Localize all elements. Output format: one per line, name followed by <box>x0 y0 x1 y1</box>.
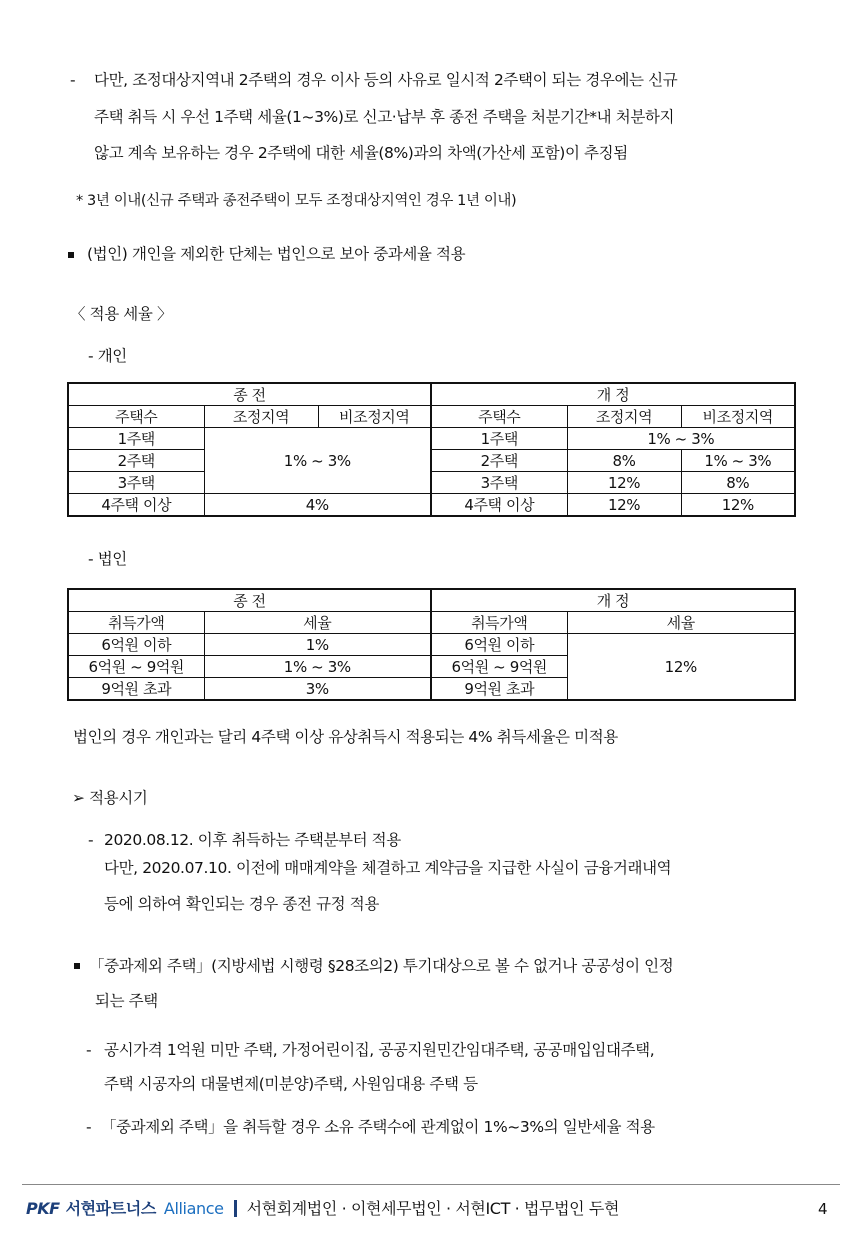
exempt-sub-1: 공시가격 1억원 미만 주택, 가정어린이집, 공공지원민간임대주택, 공공매입임대주택, <box>104 1041 655 1059</box>
new-rate-adjusted: 12% <box>567 494 681 517</box>
intro-footnote: * 3년 이내(신규 주택과 종전주택이 모두 조정대상지역인 경우 1년 이내) <box>76 193 517 209</box>
new-count-cell: 3주택 <box>431 472 567 494</box>
old-rate-cell: 1% <box>204 634 431 656</box>
col-price-old: 취득가액 <box>68 612 204 634</box>
new-rate-non-adjusted: 1% ~ 3% <box>681 450 795 472</box>
footer-divider <box>22 1184 840 1185</box>
timing-line-3: 등에 의하여 확인되는 경우 종전 규정 적용 <box>104 895 379 913</box>
exempt-line-1: 「중과제외 주택」(지방세법 시행령 §28조의2) 투기대상으로 볼 수 없거나 공공성이 인정 <box>89 957 674 975</box>
header-new: 개 정 <box>431 589 795 612</box>
new-rate-non-adjusted: 8% <box>681 472 795 494</box>
col-adjusted-old: 조정지역 <box>204 406 318 428</box>
timing-line-2: 다만, 2020.07.10. 이전에 매매계약을 체결하고 계약금을 지급한 사실이 금융거래내역 <box>104 859 672 877</box>
intro-line-2: 주택 취득 시 우선 1주택 세율(1~3%)로 신고·납부 후 종전 주택을 처분기간*내 처분하지 <box>94 108 675 126</box>
exempt-line-2: 되는 주택 <box>95 992 158 1010</box>
timing-dash: - <box>88 831 94 849</box>
col-rate-new: 세율 <box>567 612 795 634</box>
logo-divider <box>234 1200 237 1217</box>
col-price-new: 취득가액 <box>431 612 567 634</box>
corporate-label: - 법인 <box>88 550 127 568</box>
new-rate-non-adjusted: 12% <box>681 494 795 517</box>
footer <box>26 1198 619 1220</box>
old-rate-4plus: 4% <box>204 494 431 517</box>
pkf-logo: PKF <box>26 1199 60 1218</box>
new-rate-adjusted: 8% <box>567 450 681 472</box>
header-old: 종 전 <box>68 589 431 612</box>
timing-title: ➢ 적용시기 <box>72 789 148 807</box>
old-count-cell: 4주택 이상 <box>68 494 204 517</box>
col-rate-old: 세율 <box>204 612 431 634</box>
corp-bullet-text: (법인) 개인을 제외한 단체는 법인으로 보아 중과세율 적용 <box>87 245 466 263</box>
col-non-adjusted-old: 비조정지역 <box>318 406 431 428</box>
intro-dash: - <box>70 71 76 89</box>
corporate-note: 법인의 경우 개인과는 달리 4주택 이상 유상취득시 적용되는 4% 취득세율은 미적용 <box>73 728 618 746</box>
corporate-rate-table <box>67 588 796 701</box>
new-rate-merged: 1% ~ 3% <box>567 428 795 450</box>
old-rate-1to3: 1% ~ 3% <box>204 428 431 494</box>
exempt-sub-2: 주택 시공자의 대물변제(미분양)주택, 사원임대용 주택 등 <box>104 1075 478 1093</box>
old-rate-cell: 3% <box>204 678 431 701</box>
alliance-label: Alliance <box>163 1199 224 1218</box>
header-new: 개 정 <box>431 383 795 406</box>
col-non-adjusted-new: 비조정지역 <box>681 406 795 428</box>
timing-line-1: 2020.08.12. 이후 취득하는 주택분부터 적용 <box>104 831 401 849</box>
page-number: 4 <box>818 1200 828 1218</box>
exempt-sub-3: 「중과제외 주택」을 취득할 경우 소유 주택수에 관계없이 1%~3%의 일반세율 적용 <box>101 1118 655 1136</box>
header-old: 종 전 <box>68 383 431 406</box>
bullet-square-icon <box>74 963 80 969</box>
footer-firms: 서현회계법인 · 이현세무법인 · 서현ICT · 법무법인 두현 <box>246 1199 620 1218</box>
old-price-cell: 6억원 ~ 9억원 <box>68 656 204 678</box>
intro-line-1: 다만, 조정대상지역내 2주택의 경우 이사 등의 사유로 일시적 2주택이 되는 경우에는 신규 <box>94 71 678 89</box>
new-count-cell: 2주택 <box>431 450 567 472</box>
individual-label: - 개인 <box>88 347 127 365</box>
new-rate-adjusted: 12% <box>567 472 681 494</box>
bullet-square-icon <box>68 252 74 258</box>
new-count-cell: 4주택 이상 <box>431 494 567 517</box>
intro-line-3: 않고 계속 보유하는 경우 2주택에 대한 세율(8%)과의 차액(가산세 포함)이 추징됨 <box>94 144 628 162</box>
rates-heading: 〈 적용 세율 〉 <box>70 305 173 323</box>
col-count-old: 주택수 <box>68 406 204 428</box>
old-price-cell: 6억원 이하 <box>68 634 204 656</box>
new-rate-merged: 12% <box>567 634 795 701</box>
new-price-cell: 6억원 이하 <box>431 634 567 656</box>
new-price-cell: 9억원 초과 <box>431 678 567 701</box>
old-count-cell: 2주택 <box>68 450 204 472</box>
old-count-cell: 1주택 <box>68 428 204 450</box>
firm-name: 서현파트너스 <box>65 1199 156 1218</box>
new-price-cell: 6억원 ~ 9억원 <box>431 656 567 678</box>
col-adjusted-new: 조정지역 <box>567 406 681 428</box>
individual-rate-table <box>67 382 796 517</box>
old-count-cell: 3주택 <box>68 472 204 494</box>
col-count-new: 주택수 <box>431 406 567 428</box>
old-price-cell: 9억원 초과 <box>68 678 204 701</box>
old-rate-cell: 1% ~ 3% <box>204 656 431 678</box>
new-count-cell: 1주택 <box>431 428 567 450</box>
exempt-dash: - <box>86 1041 92 1059</box>
exempt-dash: - <box>86 1118 92 1136</box>
